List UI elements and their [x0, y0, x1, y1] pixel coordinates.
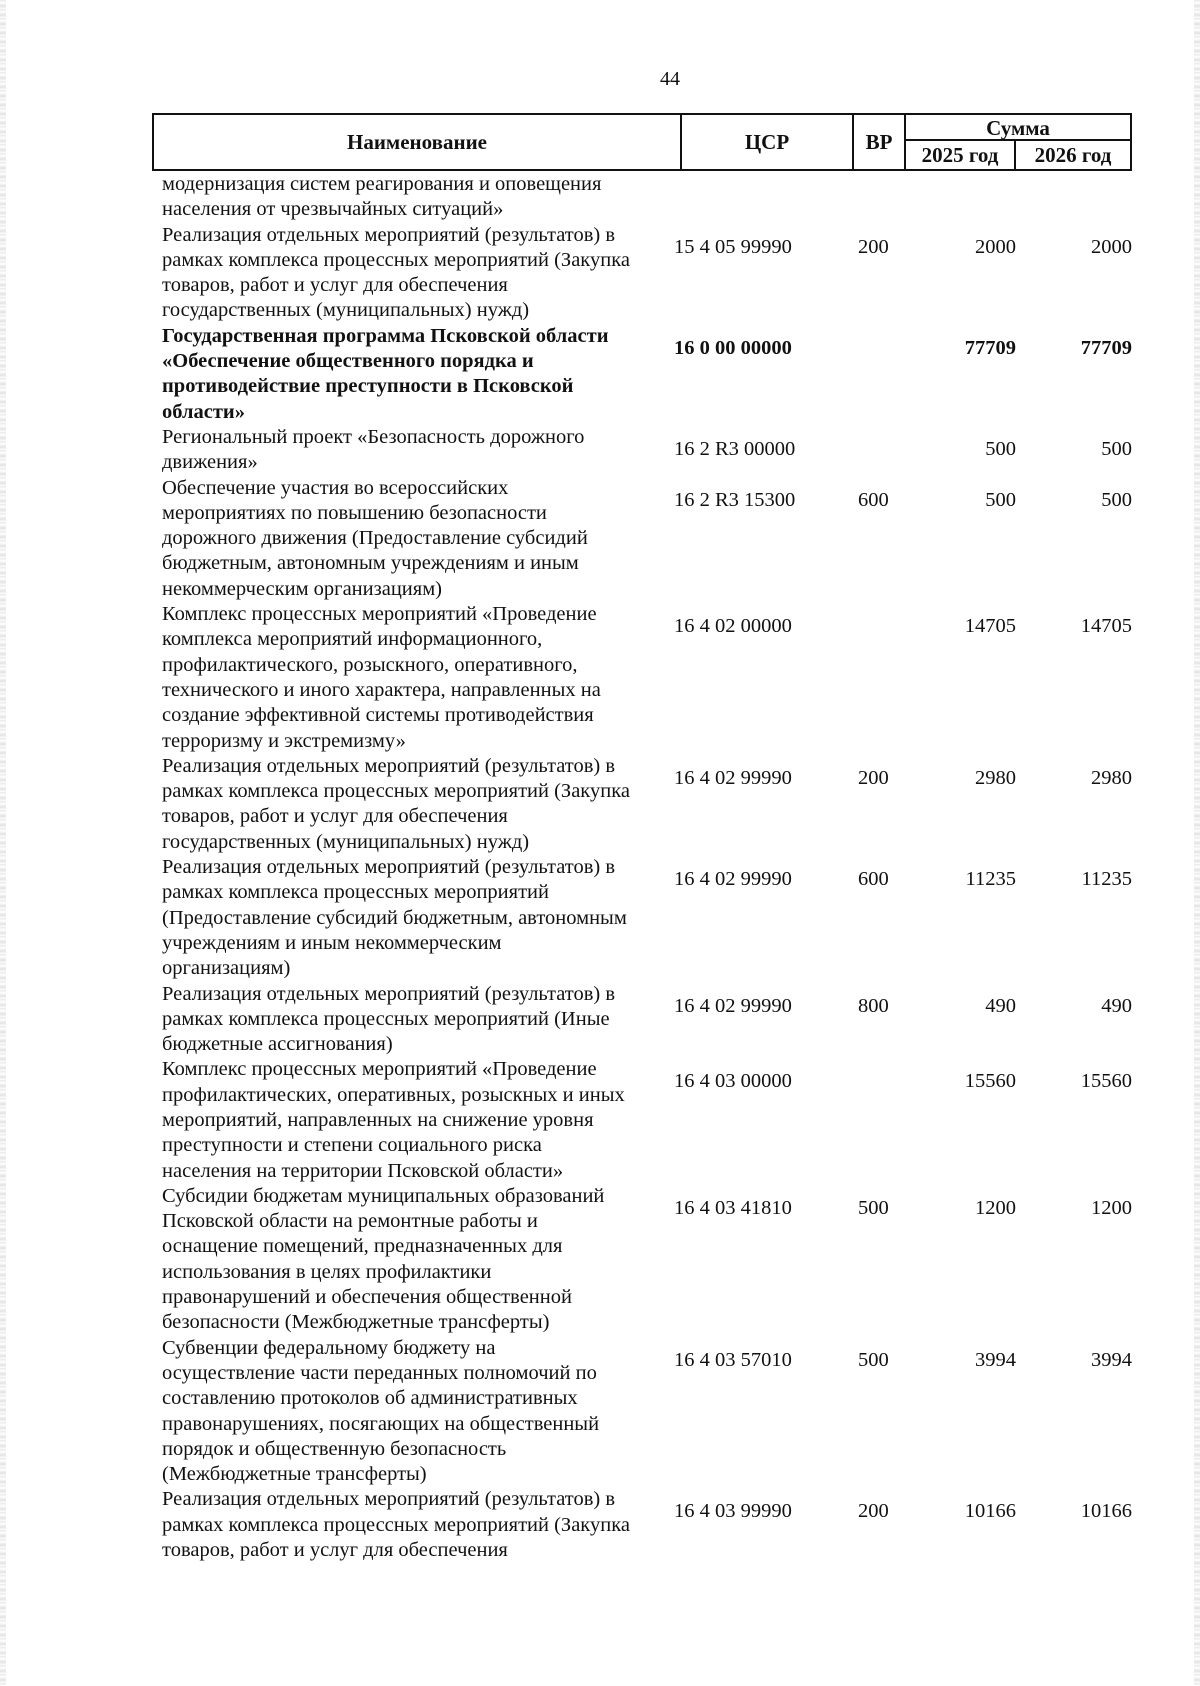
table-row	[162, 754, 1132, 855]
row-sum-2025: 77709	[964, 336, 1016, 359]
row-name: Комплекс процессных мероприятий «Проведение профилактических, оперативных, розыскных и иных мероприятий, направленных на снижение уровня преступности и степени социального риска населения на территории Псковской области»	[162, 1058, 625, 1182]
row-name: Субсидии бюджетам муниципальных образований Псковской области на ремонтные работы и оснащение помещений, предназначенных для использования в целях профилактики правонарушений и обеспечения общественной безопасности (Межбюджетные трансферты)	[162, 1184, 605, 1334]
row-sum-2025: 1200	[975, 1196, 1016, 1219]
row-sum-2026: 490	[1101, 994, 1132, 1017]
row-name: модернизация систем реагирования и оповещения населения от чрезвычайных ситуаций»	[162, 173, 602, 221]
table-row	[162, 425, 1132, 476]
row-csr: 16 4 03 99990	[674, 1500, 792, 1523]
row-sum-2025: 490	[985, 994, 1016, 1017]
row-vr: 200	[858, 766, 889, 789]
header-csr: ЦСР	[682, 115, 854, 169]
row-csr: 16 2 R3 15300	[674, 488, 796, 511]
header-year-2026: 2026 год	[1034, 143, 1112, 167]
row-vr	[858, 324, 918, 336]
row-sum-2025: 14705	[964, 615, 1016, 638]
row-sum-2026: 14705	[1080, 615, 1132, 638]
table-row	[162, 1057, 1132, 1183]
row-csr: 16 4 02 00000	[674, 615, 792, 638]
row-name: Реализация отдельных мероприятий (результатов) в рамках комплекса процессных мероприятий (Закупка товаров, работ и услуг для обеспечения государственных (муниципальных) нужд)	[162, 223, 630, 322]
table-row	[162, 172, 1132, 223]
table-row	[162, 982, 1132, 1058]
table-row	[162, 1336, 1132, 1488]
row-sum-2025: 500	[985, 437, 1016, 460]
row-name: Субвенции федеральному бюджету на осуществление части переданных полномочий по составлению протоколов об административных правонарушениях, посягающих на общественный порядок и общественную безопасность (Межбюджетные трансферты)	[162, 1336, 600, 1486]
scan-edge-right	[1194, 0, 1200, 1686]
row-name: Комплекс процессных мероприятий «Проведение комплекса мероприятий информационного, профилактического, розыскного, оперативного, технического и иного характера, направленных на создание эффективной системы противодействия терроризму и экстремизму»	[162, 603, 601, 752]
table-row	[162, 1487, 1132, 1563]
header-sum: Сумма	[906, 115, 1130, 141]
row-name: Реализация отдельных мероприятий (результатов) в рамках комплекса процессных мероприятий (Закупка товаров, работ и услуг для обеспечения	[162, 1488, 630, 1562]
page-number: 44	[660, 68, 680, 90]
row-vr	[858, 425, 918, 437]
header-name: Наименование	[154, 115, 682, 169]
row-csr: 16 2 R3 00000	[674, 437, 796, 460]
row-sum-2026: 15560	[1080, 1070, 1132, 1093]
row-vr: 500	[858, 1348, 889, 1371]
table-row	[162, 602, 1132, 754]
row-name: Обеспечение участия во всероссийских мероприятиях по повышению безопасности дорожного движения (Предоставление субсидий бюджетным, автономным учреждениям и иным некоммерческим организациям)	[162, 476, 588, 600]
row-name: Реализация отдельных мероприятий (результатов) в рамках комплекса процессных мероприятий (Предоставление субсидий бюджетным, автономным учреждениям и иным некоммерческим организациям)	[162, 856, 627, 980]
row-vr: 500	[858, 1196, 889, 1219]
header-year-2025: 2025 год	[906, 141, 1016, 169]
row-csr: 16 4 02 99990	[674, 994, 792, 1017]
table-row	[162, 324, 1132, 425]
row-sum-2025: 3994	[975, 1348, 1016, 1371]
row-name: Государственная программа Псковской области «Обеспечение общественного порядка и противодействие преступности в Псковской области»	[162, 324, 609, 423]
row-sum-2025: 11235	[965, 868, 1016, 891]
row-sum-2026: 10166	[1080, 1500, 1132, 1523]
row-csr: 15 4 05 99990	[674, 235, 792, 258]
row-csr: 16 4 03 00000	[674, 1070, 792, 1093]
row-vr: 600	[858, 868, 889, 891]
row-sum-2025: 500	[985, 488, 1016, 511]
row-vr: 200	[858, 1500, 889, 1523]
row-vr	[858, 602, 918, 614]
row-vr: 600	[858, 488, 889, 511]
header-vr: ВР	[854, 115, 906, 169]
row-vr: 800	[858, 994, 889, 1017]
row-csr: 16 4 03 41810	[674, 1196, 792, 1219]
row-vr: 200	[858, 235, 889, 258]
row-csr: 16 4 02 99990	[674, 868, 792, 891]
row-sum-2026: 1200	[1091, 1196, 1132, 1219]
table-header	[152, 113, 1132, 171]
table-row	[162, 476, 1132, 602]
row-sum-2026: 77709	[1080, 336, 1132, 359]
row-sum-2026: 500	[1101, 437, 1132, 460]
row-csr: 16 4 03 57010	[674, 1348, 792, 1371]
row-sum-2025: 15560	[964, 1070, 1016, 1093]
row-csr: 16 4 02 99990	[674, 766, 792, 789]
row-sum-2026: 500	[1101, 488, 1132, 511]
row-name: Реализация отдельных мероприятий (результатов) в рамках комплекса процессных мероприятий (Иные бюджетные ассигнования)	[162, 982, 616, 1056]
row-vr	[858, 1057, 918, 1069]
row-sum-2026: 2000	[1091, 235, 1132, 258]
row-name: Реализация отдельных мероприятий (результатов) в рамках комплекса процессных мероприятий (Закупка товаров, работ и услуг для обеспечения государственных (муниципальных) нужд)	[162, 754, 630, 853]
row-sum-2026: 3994	[1091, 1348, 1132, 1371]
row-sum-2026: 2980	[1091, 766, 1132, 789]
row-sum-2026: 11235	[1081, 868, 1132, 891]
row-sum-2025: 2980	[975, 766, 1016, 789]
row-sum-2025: 10166	[964, 1500, 1016, 1523]
table-row	[162, 1184, 1132, 1336]
table-row	[162, 855, 1132, 981]
table-row	[162, 223, 1132, 324]
table-body	[162, 172, 1132, 1563]
row-csr: 16 0 00 00000	[674, 336, 792, 359]
row-sum-2025: 2000	[975, 235, 1016, 258]
row-name: Региональный проект «Безопасность дорожного движения»	[162, 425, 585, 474]
scan-edge-left	[0, 0, 6, 1686]
